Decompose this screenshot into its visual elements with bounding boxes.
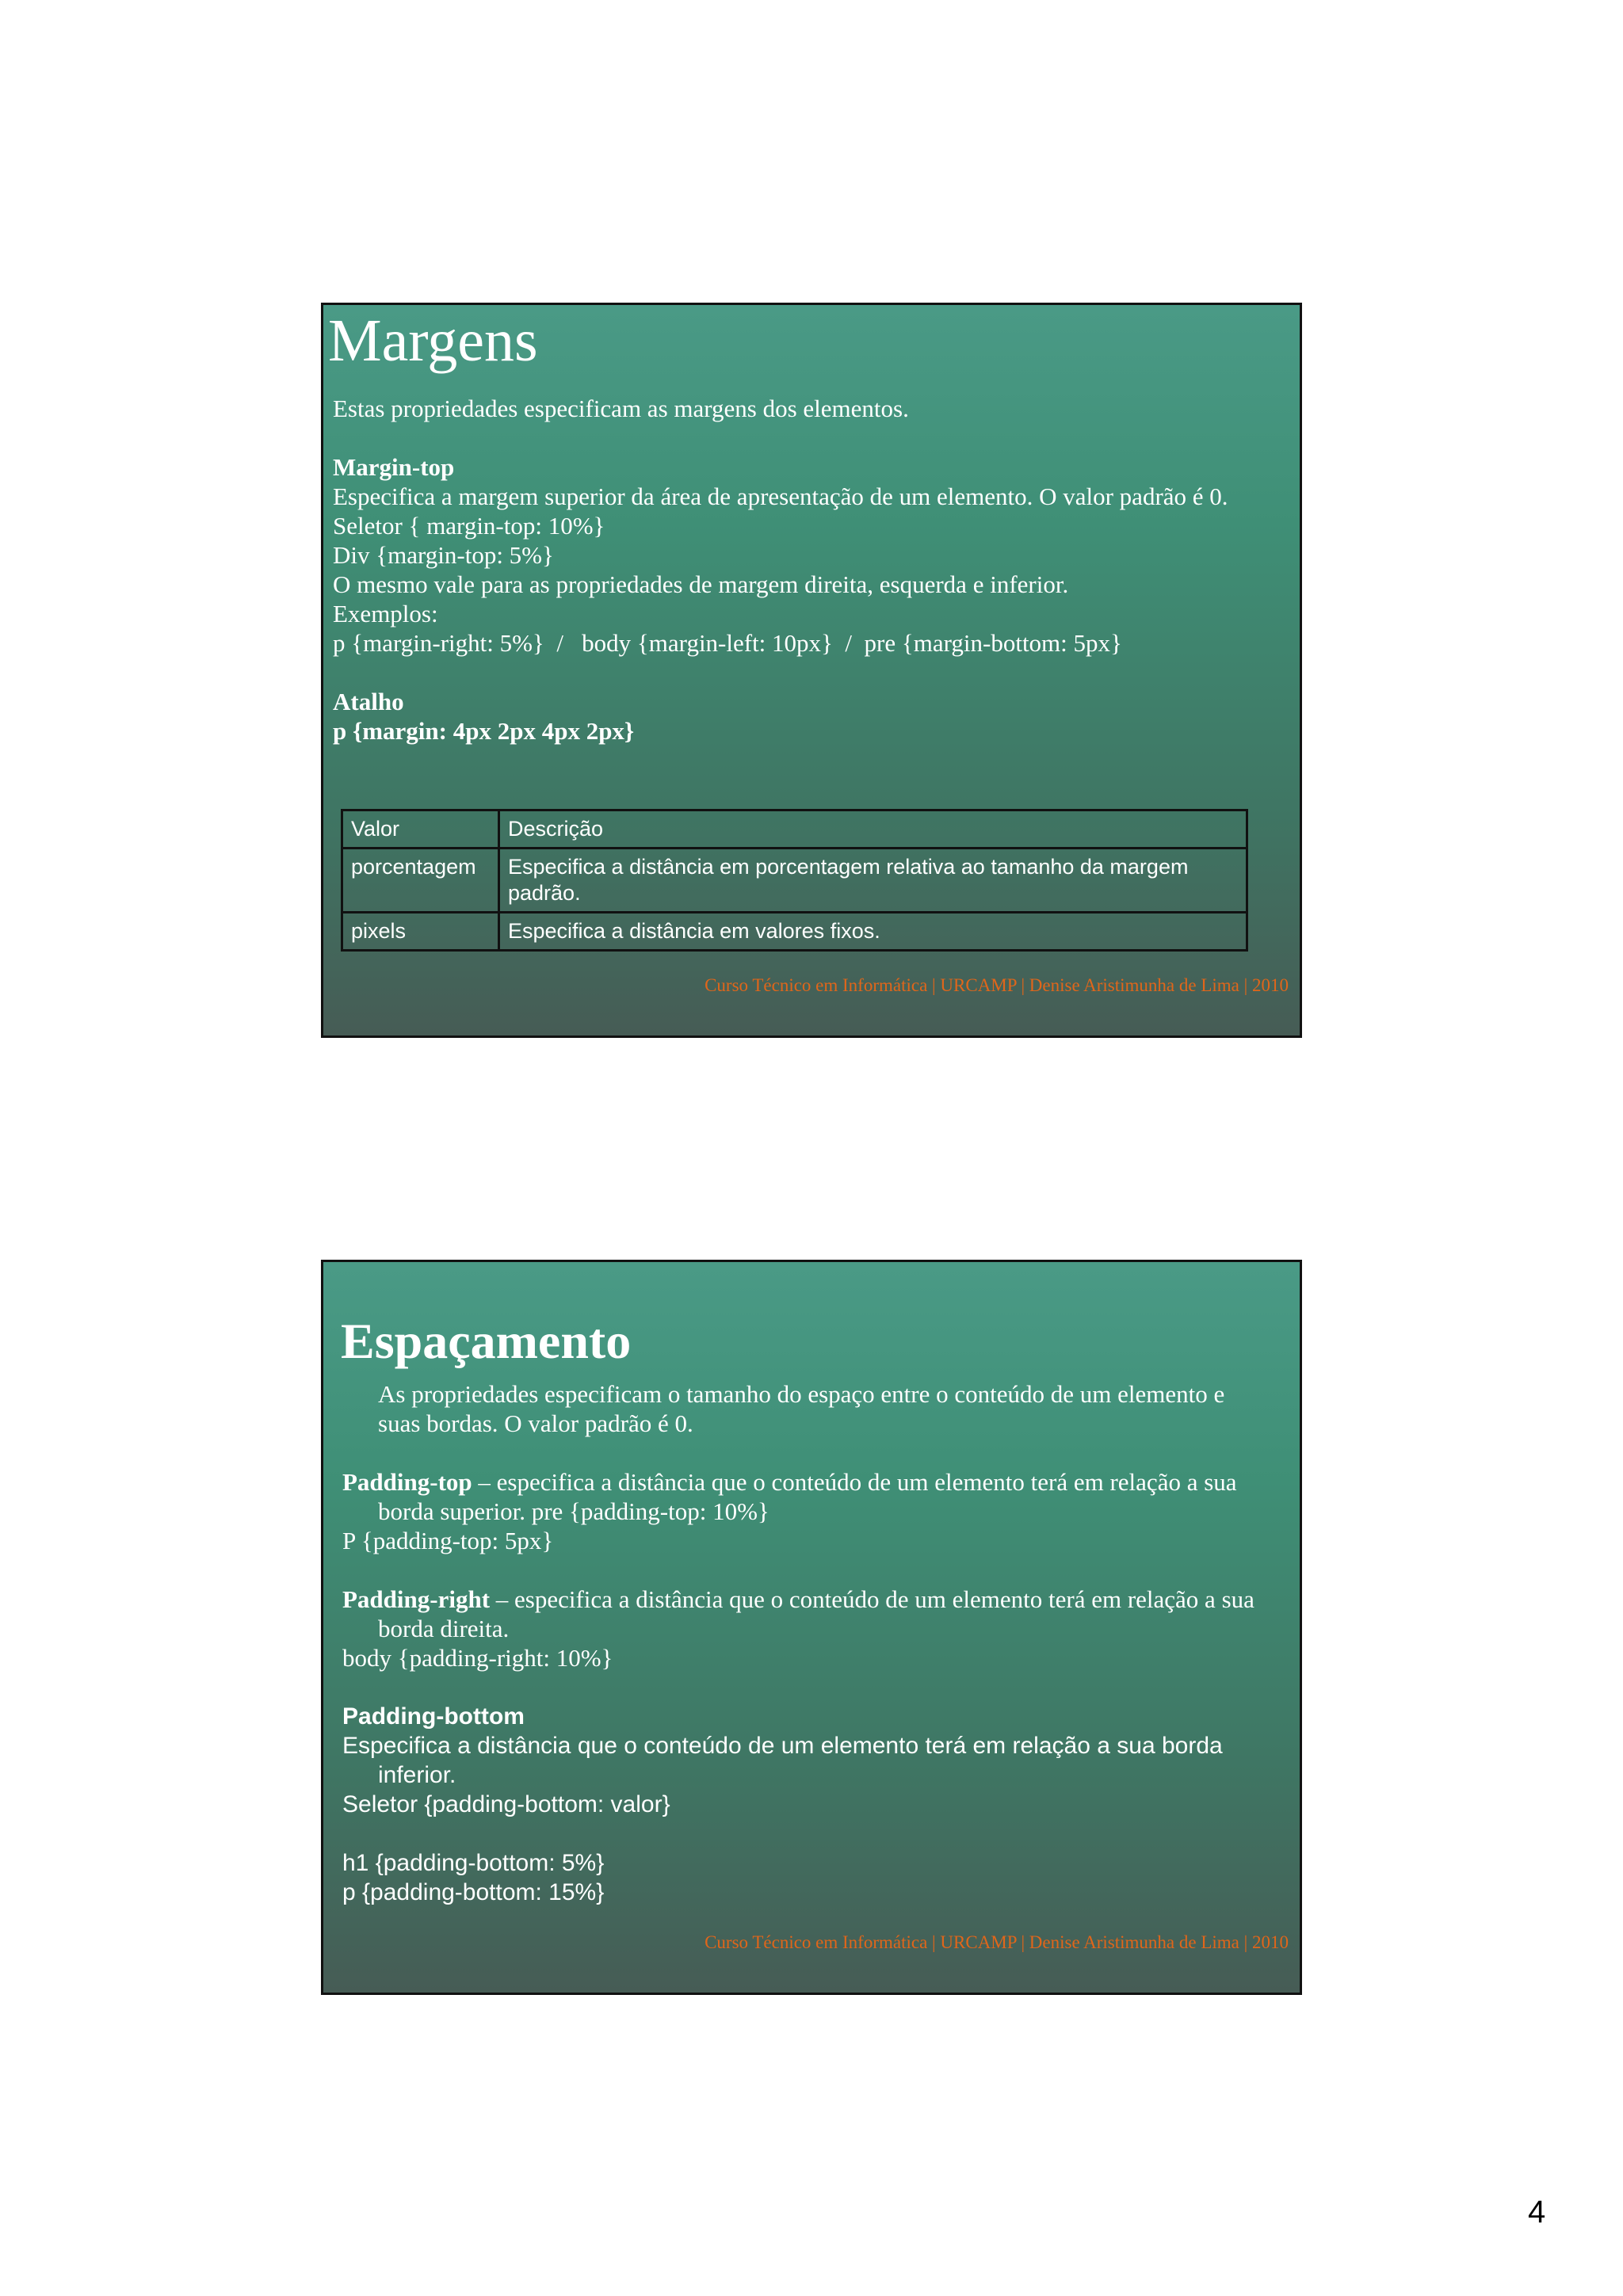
margin-top-example-2: Div {margin-top: 5%}: [333, 541, 554, 569]
slide-espacamento: [321, 1260, 1302, 1995]
table-cell: porcentagem: [342, 849, 499, 913]
table-header-cell: Valor: [342, 810, 499, 849]
slide-body: [333, 394, 1276, 746]
intro-text: Estas propriedades especificam as margens dos elementos.: [333, 395, 909, 422]
shortcut-code: p {margin: 4px 2px 4px 2px}: [333, 717, 635, 745]
table-row: [342, 849, 1247, 913]
slide-body: [342, 1379, 1270, 1907]
slide-footer: Curso Técnico em Informática | URCAMP | Denise Aristimunha de Lima | 2010: [705, 975, 1289, 995]
margin-top-example-1: Seletor { margin-top: 10%}: [333, 512, 605, 540]
intro-text: As propriedades especificam o tamanho do espaço entre o conteúdo de um elemento e suas bordas. O valor padrão é 0.: [378, 1380, 1225, 1437]
table-cell: Especifica a distância em valores fixos.: [499, 913, 1247, 951]
examples-line: p {margin-right: 5%} / body {margin-left: 10px} / pre {margin-bottom: 5px}: [333, 629, 1122, 657]
padding-right-paragraph: [342, 1585, 1270, 1643]
page-number: 4: [1528, 2195, 1546, 2229]
padding-top-paragraph: [342, 1467, 1270, 1526]
padding-top-example: P {padding-top: 5px}: [342, 1527, 554, 1554]
margin-top-description: Especifica a margem superior da área de apresentação de um elemento. O valor padrão é 0.: [333, 482, 1228, 510]
padding-right-example: body {padding-right: 10%}: [342, 1644, 613, 1672]
padding-right-description: – especifica a distância que o conteúdo de um elemento terá em relação a sua borda direita.: [378, 1585, 1254, 1642]
slide-title: Espaçamento: [341, 1313, 632, 1369]
padding-bottom-syntax: Seletor {padding-bottom: valor}: [342, 1791, 670, 1817]
examples-label: Exemplos:: [333, 600, 438, 627]
padding-bottom-heading: Padding-bottom: [342, 1703, 525, 1730]
same-rule-text: O mesmo vale para as propriedades de margem direita, esquerda e inferior.: [333, 570, 1069, 598]
slide-margens: [321, 303, 1302, 1038]
padding-top-heading: Padding-top: [342, 1468, 472, 1496]
table-row: [342, 913, 1247, 951]
shortcut-heading: Atalho: [333, 688, 404, 715]
padding-bottom-description: Especifica a distância que o conteúdo de um elemento terá em relação a sua borda inferior.: [342, 1733, 1223, 1788]
padding-bottom-example-1: h1 {padding-bottom: 5%}: [342, 1850, 605, 1876]
slide-title: Margens: [328, 307, 538, 374]
padding-top-description: – especifica a distância que o conteúdo de um elemento terá em relação a sua borda superior. pre {padding-top: 10%}: [378, 1468, 1237, 1525]
table-header-row: [342, 810, 1247, 849]
table-cell: pixels: [342, 913, 499, 951]
margin-top-heading: Margin-top: [333, 453, 455, 481]
padding-bottom-example-2: p {padding-bottom: 15%}: [342, 1879, 605, 1905]
slide-footer: Curso Técnico em Informática | URCAMP | Denise Aristimunha de Lima | 2010: [705, 1932, 1289, 1952]
table-cell: Especifica a distância em porcentagem relativa ao tamanho da margem padrão.: [499, 849, 1247, 913]
padding-right-heading: Padding-right: [342, 1585, 491, 1613]
table-header-cell: Descrição: [499, 810, 1247, 849]
values-table: [341, 809, 1248, 952]
